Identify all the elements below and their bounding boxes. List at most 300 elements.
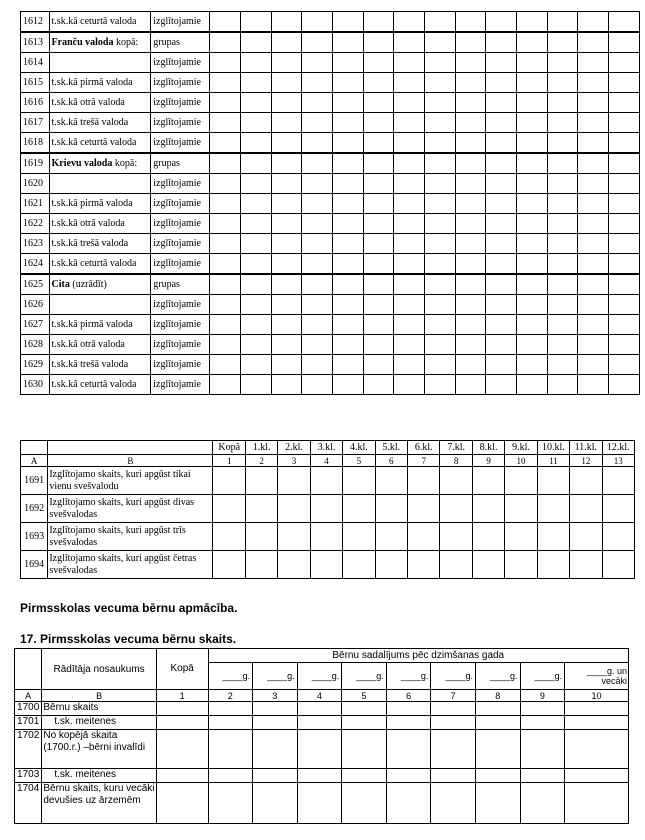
value-cell[interactable]	[578, 12, 609, 33]
value-cell[interactable]	[278, 551, 310, 579]
value-cell[interactable]	[394, 355, 425, 375]
value-cell[interactable]	[302, 194, 333, 214]
value-cell[interactable]	[517, 315, 548, 335]
value-cell[interactable]	[486, 12, 517, 33]
value-cell[interactable]	[486, 93, 517, 113]
value-cell[interactable]	[578, 295, 609, 315]
value-cell[interactable]	[505, 523, 537, 551]
value-cell[interactable]	[547, 113, 578, 133]
value-cell[interactable]	[213, 467, 245, 495]
value-cell[interactable]	[455, 53, 486, 73]
value-cell[interactable]	[363, 335, 394, 355]
value-cell[interactable]	[547, 73, 578, 93]
value-cell[interactable]	[547, 254, 578, 275]
value-cell[interactable]	[375, 467, 407, 495]
value-cell[interactable]	[394, 93, 425, 113]
value-cell[interactable]	[210, 194, 241, 214]
value-cell[interactable]	[425, 214, 456, 234]
value-cell[interactable]	[333, 93, 364, 113]
value-cell[interactable]	[455, 174, 486, 194]
value-cell[interactable]	[271, 53, 302, 73]
value-cell[interactable]	[333, 53, 364, 73]
value-cell[interactable]	[547, 53, 578, 73]
value-cell[interactable]	[455, 375, 486, 395]
value-cell[interactable]	[440, 495, 472, 523]
value-cell[interactable]	[517, 153, 548, 174]
value-cell[interactable]	[241, 375, 272, 395]
value-cell[interactable]	[241, 234, 272, 254]
value-cell[interactable]	[517, 12, 548, 33]
value-cell[interactable]	[455, 73, 486, 93]
value-cell[interactable]	[578, 133, 609, 154]
value-cell[interactable]	[408, 551, 440, 579]
value-cell[interactable]	[241, 254, 272, 275]
value-cell[interactable]	[302, 174, 333, 194]
value-cell[interactable]	[578, 375, 609, 395]
value-cell[interactable]	[486, 375, 517, 395]
value-cell[interactable]	[245, 523, 277, 551]
value-cell[interactable]	[253, 783, 298, 824]
value-cell[interactable]	[455, 113, 486, 133]
value-cell[interactable]	[363, 194, 394, 214]
value-cell[interactable]	[547, 32, 578, 53]
value-cell[interactable]	[517, 335, 548, 355]
value-cell[interactable]	[537, 523, 569, 551]
value-cell[interactable]	[486, 214, 517, 234]
value-cell[interactable]	[517, 133, 548, 154]
value-cell[interactable]	[342, 702, 387, 716]
value-cell[interactable]	[271, 274, 302, 295]
value-cell[interactable]	[520, 769, 565, 783]
value-cell[interactable]	[363, 214, 394, 234]
value-cell[interactable]	[425, 153, 456, 174]
value-cell[interactable]	[565, 702, 629, 716]
value-cell[interactable]	[302, 153, 333, 174]
value-cell[interactable]	[570, 523, 602, 551]
value-cell[interactable]	[210, 355, 241, 375]
value-cell[interactable]	[455, 234, 486, 254]
value-cell[interactable]	[472, 551, 504, 579]
value-cell[interactable]	[578, 335, 609, 355]
value-cell[interactable]	[547, 335, 578, 355]
value-cell[interactable]	[271, 254, 302, 275]
value-cell[interactable]	[333, 295, 364, 315]
value-cell[interactable]	[609, 113, 640, 133]
value-cell[interactable]	[241, 315, 272, 335]
value-cell[interactable]	[210, 295, 241, 315]
value-cell[interactable]	[486, 153, 517, 174]
value-cell[interactable]	[486, 53, 517, 73]
value-cell[interactable]	[455, 254, 486, 275]
value-cell[interactable]	[333, 133, 364, 154]
value-cell[interactable]	[210, 93, 241, 113]
value-cell[interactable]	[609, 295, 640, 315]
value-cell[interactable]	[609, 214, 640, 234]
value-cell[interactable]	[363, 153, 394, 174]
value-cell[interactable]	[425, 335, 456, 355]
value-cell[interactable]	[302, 133, 333, 154]
value-cell[interactable]	[302, 214, 333, 234]
value-cell[interactable]	[547, 274, 578, 295]
value-cell[interactable]	[302, 375, 333, 395]
value-cell[interactable]	[271, 335, 302, 355]
value-cell[interactable]	[425, 32, 456, 53]
value-cell[interactable]	[547, 174, 578, 194]
value-cell[interactable]	[425, 113, 456, 133]
value-cell[interactable]	[455, 194, 486, 214]
value-cell[interactable]	[486, 234, 517, 254]
value-cell[interactable]	[363, 53, 394, 73]
value-cell[interactable]	[241, 295, 272, 315]
value-cell[interactable]	[517, 214, 548, 234]
value-cell[interactable]	[297, 730, 342, 769]
value-cell[interactable]	[241, 133, 272, 154]
value-cell[interactable]	[425, 254, 456, 275]
value-cell[interactable]	[455, 355, 486, 375]
value-cell[interactable]	[517, 53, 548, 73]
value-cell[interactable]	[241, 53, 272, 73]
value-cell[interactable]	[578, 32, 609, 53]
value-cell[interactable]	[241, 93, 272, 113]
value-cell[interactable]	[609, 234, 640, 254]
value-cell[interactable]	[271, 375, 302, 395]
value-cell[interactable]	[517, 295, 548, 315]
value-cell[interactable]	[517, 375, 548, 395]
value-cell[interactable]	[609, 53, 640, 73]
value-cell[interactable]	[425, 355, 456, 375]
value-cell[interactable]	[537, 467, 569, 495]
value-cell[interactable]	[578, 153, 609, 174]
value-cell[interactable]	[210, 315, 241, 335]
value-cell[interactable]	[609, 73, 640, 93]
value-cell[interactable]	[210, 12, 241, 33]
value-cell[interactable]	[253, 716, 298, 730]
value-cell[interactable]	[342, 730, 387, 769]
value-cell[interactable]	[210, 254, 241, 275]
value-cell[interactable]	[156, 769, 208, 783]
value-cell[interactable]	[253, 702, 298, 716]
value-cell[interactable]	[602, 523, 634, 551]
value-cell[interactable]	[394, 73, 425, 93]
value-cell[interactable]	[333, 375, 364, 395]
value-cell[interactable]	[455, 274, 486, 295]
value-cell[interactable]	[210, 214, 241, 234]
value-cell[interactable]	[333, 32, 364, 53]
value-cell[interactable]	[210, 153, 241, 174]
value-cell[interactable]	[547, 12, 578, 33]
value-cell[interactable]	[310, 467, 342, 495]
value-cell[interactable]	[278, 495, 310, 523]
value-cell[interactable]	[547, 153, 578, 174]
value-cell[interactable]	[517, 73, 548, 93]
value-cell[interactable]	[486, 113, 517, 133]
value-cell[interactable]	[486, 315, 517, 335]
value-cell[interactable]	[425, 133, 456, 154]
value-cell[interactable]	[302, 93, 333, 113]
value-cell[interactable]	[425, 93, 456, 113]
value-cell[interactable]	[517, 274, 548, 295]
value-cell[interactable]	[241, 113, 272, 133]
value-cell[interactable]	[431, 716, 476, 730]
value-cell[interactable]	[425, 12, 456, 33]
value-cell[interactable]	[578, 254, 609, 275]
value-cell[interactable]	[302, 254, 333, 275]
value-cell[interactable]	[302, 295, 333, 315]
value-cell[interactable]	[333, 234, 364, 254]
value-cell[interactable]	[343, 523, 375, 551]
value-cell[interactable]	[386, 783, 431, 824]
value-cell[interactable]	[394, 53, 425, 73]
value-cell[interactable]	[455, 315, 486, 335]
value-cell[interactable]	[394, 32, 425, 53]
value-cell[interactable]	[455, 153, 486, 174]
value-cell[interactable]	[213, 495, 245, 523]
value-cell[interactable]	[486, 174, 517, 194]
value-cell[interactable]	[363, 73, 394, 93]
value-cell[interactable]	[333, 335, 364, 355]
value-cell[interactable]	[609, 153, 640, 174]
value-cell[interactable]	[394, 153, 425, 174]
value-cell[interactable]	[342, 783, 387, 824]
value-cell[interactable]	[547, 234, 578, 254]
value-cell[interactable]	[210, 335, 241, 355]
value-cell[interactable]	[578, 174, 609, 194]
value-cell[interactable]	[213, 551, 245, 579]
value-cell[interactable]	[408, 523, 440, 551]
value-cell[interactable]	[271, 194, 302, 214]
value-cell[interactable]	[394, 133, 425, 154]
value-cell[interactable]	[578, 73, 609, 93]
value-cell[interactable]	[208, 716, 253, 730]
value-cell[interactable]	[547, 214, 578, 234]
value-cell[interactable]	[156, 783, 208, 824]
value-cell[interactable]	[486, 32, 517, 53]
value-cell[interactable]	[475, 716, 520, 730]
value-cell[interactable]	[578, 234, 609, 254]
value-cell[interactable]	[343, 495, 375, 523]
value-cell[interactable]	[386, 730, 431, 769]
value-cell[interactable]	[394, 234, 425, 254]
value-cell[interactable]	[394, 375, 425, 395]
value-cell[interactable]	[609, 194, 640, 214]
value-cell[interactable]	[431, 730, 476, 769]
value-cell[interactable]	[241, 214, 272, 234]
value-cell[interactable]	[517, 174, 548, 194]
value-cell[interactable]	[602, 467, 634, 495]
value-cell[interactable]	[609, 133, 640, 154]
value-cell[interactable]	[505, 467, 537, 495]
value-cell[interactable]	[547, 295, 578, 315]
value-cell[interactable]	[565, 716, 629, 730]
value-cell[interactable]	[271, 214, 302, 234]
value-cell[interactable]	[375, 523, 407, 551]
value-cell[interactable]	[455, 214, 486, 234]
value-cell[interactable]	[333, 113, 364, 133]
value-cell[interactable]	[302, 274, 333, 295]
value-cell[interactable]	[333, 214, 364, 234]
value-cell[interactable]	[425, 315, 456, 335]
value-cell[interactable]	[342, 716, 387, 730]
value-cell[interactable]	[241, 355, 272, 375]
value-cell[interactable]	[578, 274, 609, 295]
value-cell[interactable]	[570, 551, 602, 579]
value-cell[interactable]	[455, 133, 486, 154]
value-cell[interactable]	[241, 12, 272, 33]
value-cell[interactable]	[472, 467, 504, 495]
value-cell[interactable]	[302, 73, 333, 93]
value-cell[interactable]	[271, 295, 302, 315]
value-cell[interactable]	[547, 93, 578, 113]
value-cell[interactable]	[302, 32, 333, 53]
value-cell[interactable]	[210, 234, 241, 254]
value-cell[interactable]	[472, 495, 504, 523]
value-cell[interactable]	[486, 355, 517, 375]
value-cell[interactable]	[156, 730, 208, 769]
value-cell[interactable]	[570, 467, 602, 495]
value-cell[interactable]	[363, 375, 394, 395]
value-cell[interactable]	[302, 234, 333, 254]
value-cell[interactable]	[271, 113, 302, 133]
value-cell[interactable]	[425, 174, 456, 194]
value-cell[interactable]	[475, 783, 520, 824]
value-cell[interactable]	[565, 769, 629, 783]
value-cell[interactable]	[386, 702, 431, 716]
year-cell[interactable]: ____g.	[520, 663, 565, 690]
value-cell[interactable]	[210, 133, 241, 154]
value-cell[interactable]	[342, 769, 387, 783]
value-cell[interactable]	[486, 254, 517, 275]
value-cell[interactable]	[343, 467, 375, 495]
value-cell[interactable]	[241, 153, 272, 174]
value-cell[interactable]	[241, 335, 272, 355]
value-cell[interactable]	[455, 32, 486, 53]
value-cell[interactable]	[241, 194, 272, 214]
value-cell[interactable]	[455, 335, 486, 355]
value-cell[interactable]	[486, 133, 517, 154]
value-cell[interactable]	[578, 53, 609, 73]
value-cell[interactable]	[602, 551, 634, 579]
value-cell[interactable]	[302, 335, 333, 355]
value-cell[interactable]	[425, 274, 456, 295]
value-cell[interactable]	[253, 730, 298, 769]
value-cell[interactable]	[609, 93, 640, 113]
value-cell[interactable]	[208, 783, 253, 824]
value-cell[interactable]	[565, 730, 629, 769]
value-cell[interactable]	[455, 93, 486, 113]
year-cell[interactable]: ____g.	[475, 663, 520, 690]
value-cell[interactable]	[517, 355, 548, 375]
value-cell[interactable]	[271, 93, 302, 113]
value-cell[interactable]	[363, 315, 394, 335]
value-cell[interactable]	[609, 274, 640, 295]
value-cell[interactable]	[609, 315, 640, 335]
value-cell[interactable]	[333, 274, 364, 295]
value-cell[interactable]	[210, 113, 241, 133]
value-cell[interactable]	[547, 315, 578, 335]
value-cell[interactable]	[245, 467, 277, 495]
value-cell[interactable]	[375, 551, 407, 579]
value-cell[interactable]	[278, 523, 310, 551]
value-cell[interactable]	[578, 113, 609, 133]
value-cell[interactable]	[440, 523, 472, 551]
value-cell[interactable]	[271, 153, 302, 174]
value-cell[interactable]	[363, 355, 394, 375]
value-cell[interactable]	[241, 174, 272, 194]
value-cell[interactable]	[425, 73, 456, 93]
value-cell[interactable]	[302, 53, 333, 73]
value-cell[interactable]	[271, 73, 302, 93]
year-cell[interactable]: ____g.	[253, 663, 298, 690]
value-cell[interactable]	[363, 274, 394, 295]
value-cell[interactable]	[278, 467, 310, 495]
value-cell[interactable]	[271, 12, 302, 33]
value-cell[interactable]	[578, 315, 609, 335]
year-last-cell[interactable]: ____g. un vecāki	[565, 663, 629, 690]
value-cell[interactable]	[333, 174, 364, 194]
value-cell[interactable]	[333, 355, 364, 375]
value-cell[interactable]	[609, 32, 640, 53]
value-cell[interactable]	[213, 523, 245, 551]
value-cell[interactable]	[505, 495, 537, 523]
value-cell[interactable]	[208, 702, 253, 716]
value-cell[interactable]	[394, 315, 425, 335]
value-cell[interactable]	[271, 355, 302, 375]
value-cell[interactable]	[609, 335, 640, 355]
value-cell[interactable]	[310, 551, 342, 579]
value-cell[interactable]	[394, 274, 425, 295]
value-cell[interactable]	[440, 467, 472, 495]
value-cell[interactable]	[333, 73, 364, 93]
value-cell[interactable]	[517, 113, 548, 133]
year-cell[interactable]: ____g.	[431, 663, 476, 690]
value-cell[interactable]	[245, 551, 277, 579]
value-cell[interactable]	[394, 174, 425, 194]
value-cell[interactable]	[425, 53, 456, 73]
value-cell[interactable]	[547, 194, 578, 214]
value-cell[interactable]	[425, 295, 456, 315]
value-cell[interactable]	[333, 254, 364, 275]
value-cell[interactable]	[386, 769, 431, 783]
value-cell[interactable]	[343, 551, 375, 579]
value-cell[interactable]	[520, 716, 565, 730]
value-cell[interactable]	[363, 254, 394, 275]
year-cell[interactable]: ____g.	[386, 663, 431, 690]
value-cell[interactable]	[486, 295, 517, 315]
year-cell[interactable]: ____g.	[342, 663, 387, 690]
value-cell[interactable]	[475, 702, 520, 716]
value-cell[interactable]	[241, 274, 272, 295]
value-cell[interactable]	[241, 32, 272, 53]
value-cell[interactable]	[517, 194, 548, 214]
value-cell[interactable]	[505, 551, 537, 579]
value-cell[interactable]	[310, 495, 342, 523]
value-cell[interactable]	[520, 702, 565, 716]
value-cell[interactable]	[578, 93, 609, 113]
value-cell[interactable]	[394, 113, 425, 133]
value-cell[interactable]	[455, 295, 486, 315]
value-cell[interactable]	[394, 194, 425, 214]
value-cell[interactable]	[547, 355, 578, 375]
value-cell[interactable]	[537, 495, 569, 523]
value-cell[interactable]	[431, 783, 476, 824]
value-cell[interactable]	[210, 32, 241, 53]
value-cell[interactable]	[245, 495, 277, 523]
value-cell[interactable]	[156, 702, 208, 716]
value-cell[interactable]	[425, 375, 456, 395]
value-cell[interactable]	[520, 730, 565, 769]
value-cell[interactable]	[517, 234, 548, 254]
value-cell[interactable]	[210, 53, 241, 73]
